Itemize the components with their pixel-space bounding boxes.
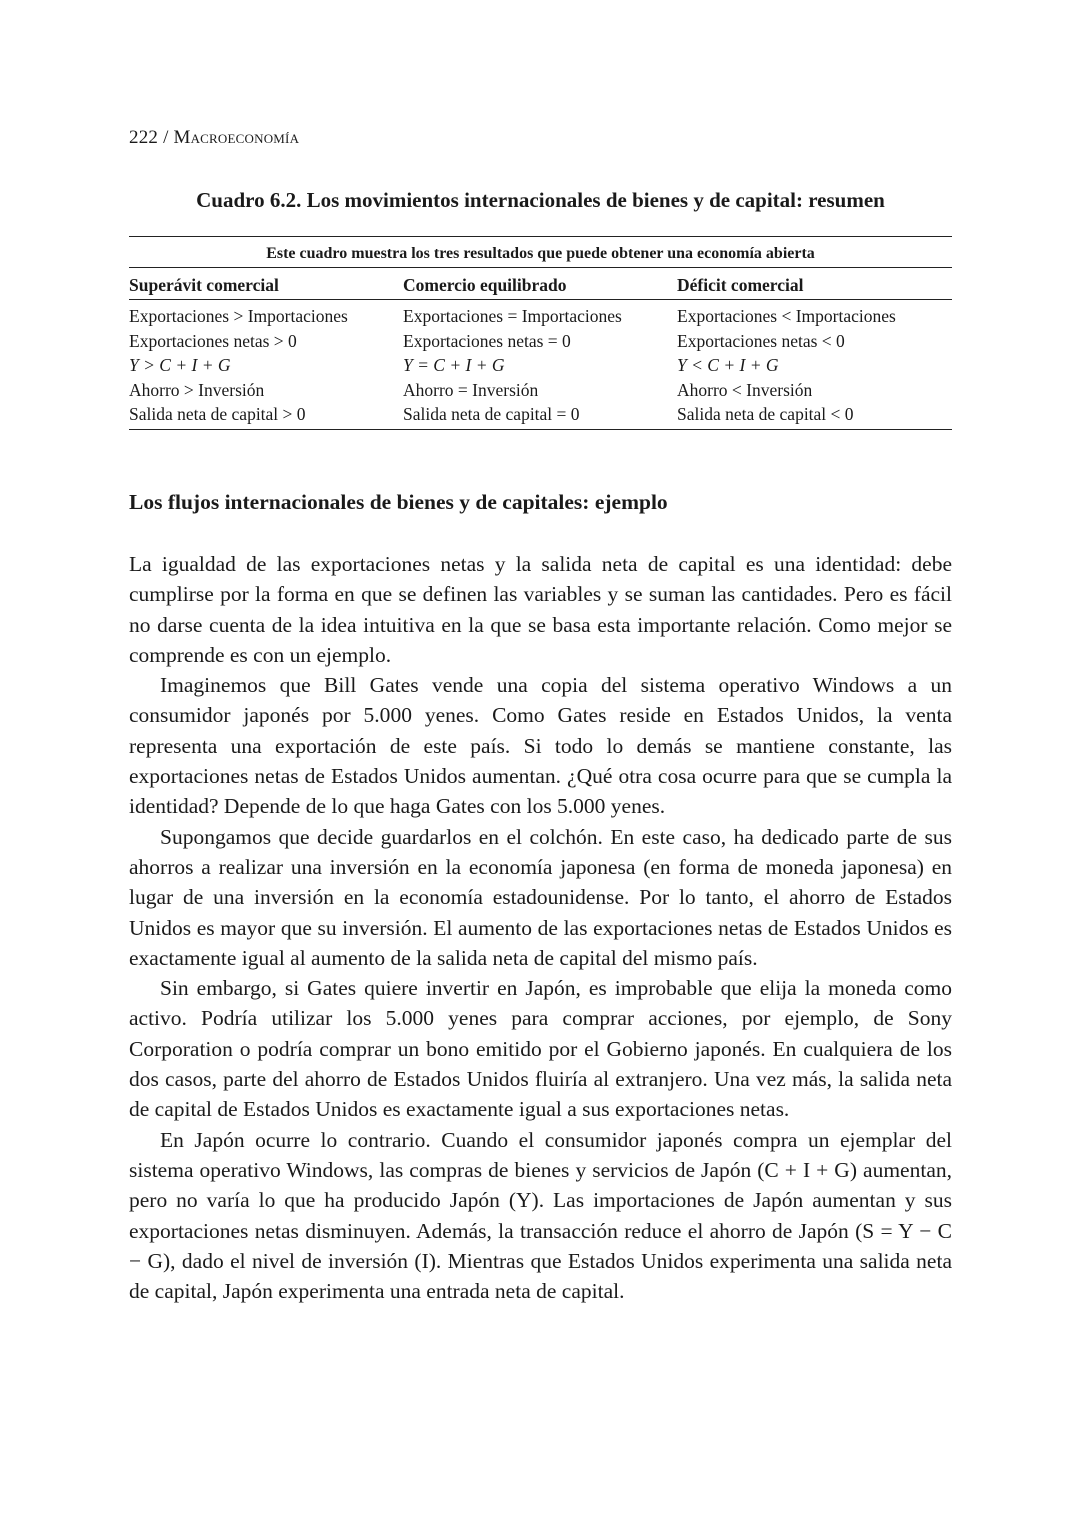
table-header-row xyxy=(129,268,952,299)
paragraph: Sin embargo, si Gates quiere invertir en Japón, es improbable que elija la moneda como activo. Podría utilizar los 5.000 yenes para comprar acciones, por ejemplo, de Sony Corporation o podría comprar un bono emitido por el Gobierno japonés. En cualquiera de los dos casos, parte del ahorro de Estados Unidos fluiría al extranjero. Una vez más, la salida neta de capital de Estados Unidos es exactamente igual a sus exportaciones netas. xyxy=(129,976,952,1122)
table-cell: Ahorro < Inversión xyxy=(677,379,813,400)
table-bottom-rule xyxy=(129,429,952,430)
section-heading: Los flujos internacionales de bienes y de capitales: ejemplo xyxy=(129,490,668,514)
table-cell: Y < C + I + G xyxy=(677,355,779,375)
table-cell: Exportaciones netas = 0 xyxy=(403,330,571,351)
table-caption: Cuadro 6.2. Los movimientos internacionales de bienes y de capital: resumen xyxy=(196,188,885,212)
paragraph: Imaginemos que Bill Gates vende una copia del sistema operativo Windows a un consumidor japonés por 5.000 yenes. Como Gates reside en Estados Unidos, la venta representa una exportación de este país. Si todo lo demás se mantiene constante, las exportaciones netas de Estados Unidos aumentan. ¿Qué otra cosa ocurre para que se cumpla la identidad? Depende de lo que haga Gates con los 5.000 yenes. xyxy=(129,673,952,819)
table-cell: Ahorro > Inversión xyxy=(129,379,265,400)
table-cell: Exportaciones < Importaciones xyxy=(677,306,896,326)
table-cell: Ahorro = Inversión xyxy=(403,379,539,400)
table-intro: Este cuadro muestra los tres resultados que puede obtener una economía abierta xyxy=(266,245,815,262)
table-row xyxy=(129,353,952,378)
table-row xyxy=(129,378,952,403)
running-head-separator: / xyxy=(163,127,169,148)
table-cell: Y = C + I + G xyxy=(403,355,505,375)
table-cell: Y > C + I + G xyxy=(129,355,231,375)
body-text xyxy=(129,549,952,1306)
table-cell: Exportaciones netas > 0 xyxy=(129,330,297,351)
header-balanced-trade: Comercio equilibrado xyxy=(403,275,567,295)
table-cell: Exportaciones netas < 0 xyxy=(677,330,845,351)
header-trade-deficit: Déficit comercial xyxy=(677,275,804,295)
paragraph: En Japón ocurre lo contrario. Cuando el consumidor japonés compra un ejemplar del sistema operativo Windows, las compras de bienes y servicios de Japón (C + I + G) aumentan, pero no varía lo que ha producido Japón (Y). Las importaciones de Japón aumentan y sus exportaciones netas disminuyen. Además, la transacción reduce el ahorro de Japón (S = Y − C − G), dado el nivel de inversión (I). Mientras que Estados Unidos experimenta una salida neta de capital, Japón experimenta una entrada neta de capital. xyxy=(129,1127,952,1304)
table-row xyxy=(129,402,952,427)
paragraph: Supongamos que decide guardarlos en el colchón. En este caso, ha dedicado parte de sus ahorros a realizar una inversión en la economía japonesa (en forma de moneda japonesa) en lugar de una inversión en la economía estadounidense. Por lo tanto, el ahorro de Estados Unidos es mayor que su inversión. El aumento de las exportaciones netas de Estados Unidos es exactamente igual al aumento de la salida neta de capital del mismo país. xyxy=(129,824,952,970)
table-cell: Salida neta de capital < 0 xyxy=(677,404,854,424)
table-cell: Salida neta de capital = 0 xyxy=(403,404,580,424)
table-cell: Exportaciones > Importaciones xyxy=(129,306,348,326)
header-trade-surplus: Superávit comercial xyxy=(129,275,279,295)
paragraph: La igualdad de las exportaciones netas y la salida neta de capital es una identidad: debe cumplirse por la forma en que se definen las variables y se suman las cantidades. Pero es fácil no darse cuenta de la idea intuitiva en la que se basa esta importante relación. Como mejor se comprende es con un ejemplo. xyxy=(129,552,952,667)
page-number: 222 xyxy=(129,127,159,148)
running-head xyxy=(129,127,299,149)
table-row xyxy=(129,304,952,329)
book-title: Macroeconomía xyxy=(173,127,300,148)
table-row xyxy=(129,329,952,354)
table-body xyxy=(129,300,952,429)
table-cell: Salida neta de capital > 0 xyxy=(129,404,306,424)
summary-table xyxy=(129,236,952,430)
table-cell: Exportaciones = Importaciones xyxy=(403,306,622,326)
